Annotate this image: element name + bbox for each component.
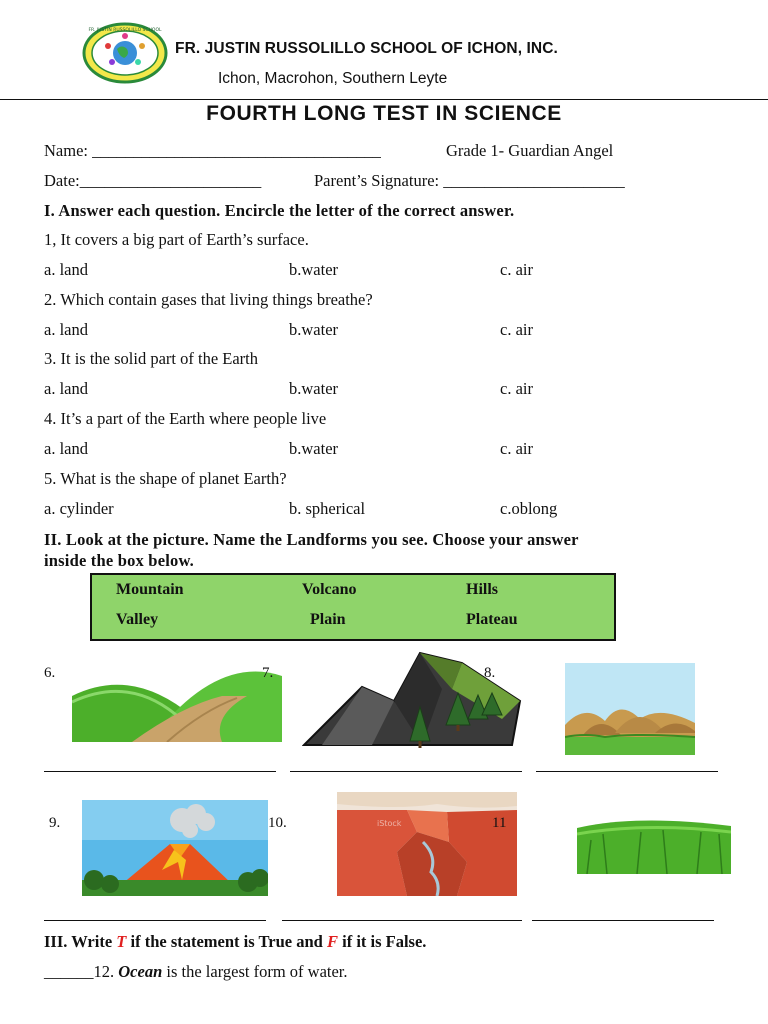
section3-instruction — [44, 932, 426, 952]
hills-picture — [565, 663, 695, 755]
mountain-picture — [302, 649, 522, 749]
plateau-picture — [337, 792, 517, 896]
valley-picture — [72, 656, 282, 742]
section3-instruction-suffix: if it is False. — [337, 932, 427, 951]
item-10-number: 10. — [268, 815, 287, 831]
false-letter: F — [326, 932, 338, 951]
watermark-text: iStock — [377, 819, 402, 828]
name-field: Name: ___________________________________ — [44, 141, 381, 160]
question-4: 4. It’s a part of the Earth where people live — [44, 409, 327, 428]
item-12 — [44, 962, 348, 982]
question-2: 2. Which contain gases that living things breathe? — [44, 290, 373, 309]
item-7-answer-line[interactable] — [290, 771, 522, 772]
item-7-number: 7. — [262, 665, 274, 681]
item-12-keyword: Ocean — [118, 962, 163, 981]
choice-hills: Hills — [466, 581, 499, 598]
q1-option-b[interactable]: b.water — [289, 260, 339, 279]
q5-option-b[interactable]: b. spherical — [289, 499, 366, 518]
plain-picture — [577, 804, 731, 874]
item-10-answer-line[interactable] — [282, 920, 522, 921]
q3-option-b[interactable]: b.water — [289, 379, 339, 398]
q3-option-a[interactable]: a. land — [44, 379, 88, 398]
choice-volcano: Volcano — [302, 581, 357, 598]
item-12-blank[interactable]: ______12. — [44, 962, 119, 981]
item-8-number: 8. — [484, 665, 496, 681]
parent-signature-field: Parent’s Signature: ______________________ — [314, 171, 625, 190]
q2-option-c[interactable]: c. air — [500, 320, 533, 339]
section3-instruction-middle: if the statement is True and — [126, 932, 327, 951]
q4-option-b[interactable]: b.water — [289, 439, 339, 458]
landform-choices-box — [90, 573, 616, 641]
q2-option-a[interactable]: a. land — [44, 320, 88, 339]
choice-plateau: Plateau — [466, 611, 518, 628]
choice-plain: Plain — [310, 611, 346, 628]
item-12-statement: is the largest form of water. — [162, 962, 348, 981]
q5-option-a[interactable]: a. cylinder — [44, 499, 114, 518]
school-address: Ichon, Macrohon, Southern Leyte — [218, 70, 448, 87]
volcano-picture — [82, 800, 268, 896]
section1-instruction: I. Answer each question. Encircle the letter of the correct answer. — [44, 201, 515, 220]
question-3: 3. It is the solid part of the Earth — [44, 349, 258, 368]
q5-option-c[interactable]: c.oblong — [500, 499, 558, 518]
q3-option-c[interactable]: c. air — [500, 379, 533, 398]
q1-option-a[interactable]: a. land — [44, 260, 88, 279]
question-1: 1, It covers a big part of Earth’s surface. — [44, 230, 309, 249]
item-9-number: 9. — [49, 815, 61, 831]
school-logo — [82, 22, 168, 84]
logo-text: FR. JUSTIN RUSSOLILLO SCHOOL — [88, 28, 162, 33]
item-6-number: 6. — [44, 665, 56, 681]
date-field: Date:______________________ — [44, 171, 262, 190]
item-9-answer-line[interactable] — [44, 920, 266, 921]
choice-valley: Valley — [116, 611, 159, 628]
section2-instruction-line2: inside the box below. — [44, 551, 194, 570]
item-11-answer-line[interactable] — [532, 920, 714, 921]
test-title: FOURTH LONG TEST IN SCIENCE — [206, 102, 562, 125]
section3-instruction-prefix: III. Write — [44, 932, 117, 951]
section2-instruction-line1: II. Look at the picture. Name the Landforms you see. Choose your answer — [44, 530, 579, 549]
q4-option-a[interactable]: a. land — [44, 439, 88, 458]
q4-option-c[interactable]: c. air — [500, 439, 533, 458]
q2-option-b[interactable]: b.water — [289, 320, 339, 339]
question-5: 5. What is the shape of planet Earth? — [44, 469, 287, 488]
q1-option-c[interactable]: c. air — [500, 260, 533, 279]
grade-label: Grade 1- Guardian Angel — [446, 141, 614, 160]
item-8-answer-line[interactable] — [536, 771, 718, 772]
item-6-answer-line[interactable] — [44, 771, 276, 772]
item-11-number: 11 — [492, 815, 507, 831]
header-divider — [0, 99, 768, 100]
choice-mountain: Mountain — [116, 581, 184, 598]
true-letter: T — [116, 932, 127, 951]
school-name: FR. JUSTIN RUSSOLILLO SCHOOL OF ICHON, INC. — [175, 40, 558, 57]
